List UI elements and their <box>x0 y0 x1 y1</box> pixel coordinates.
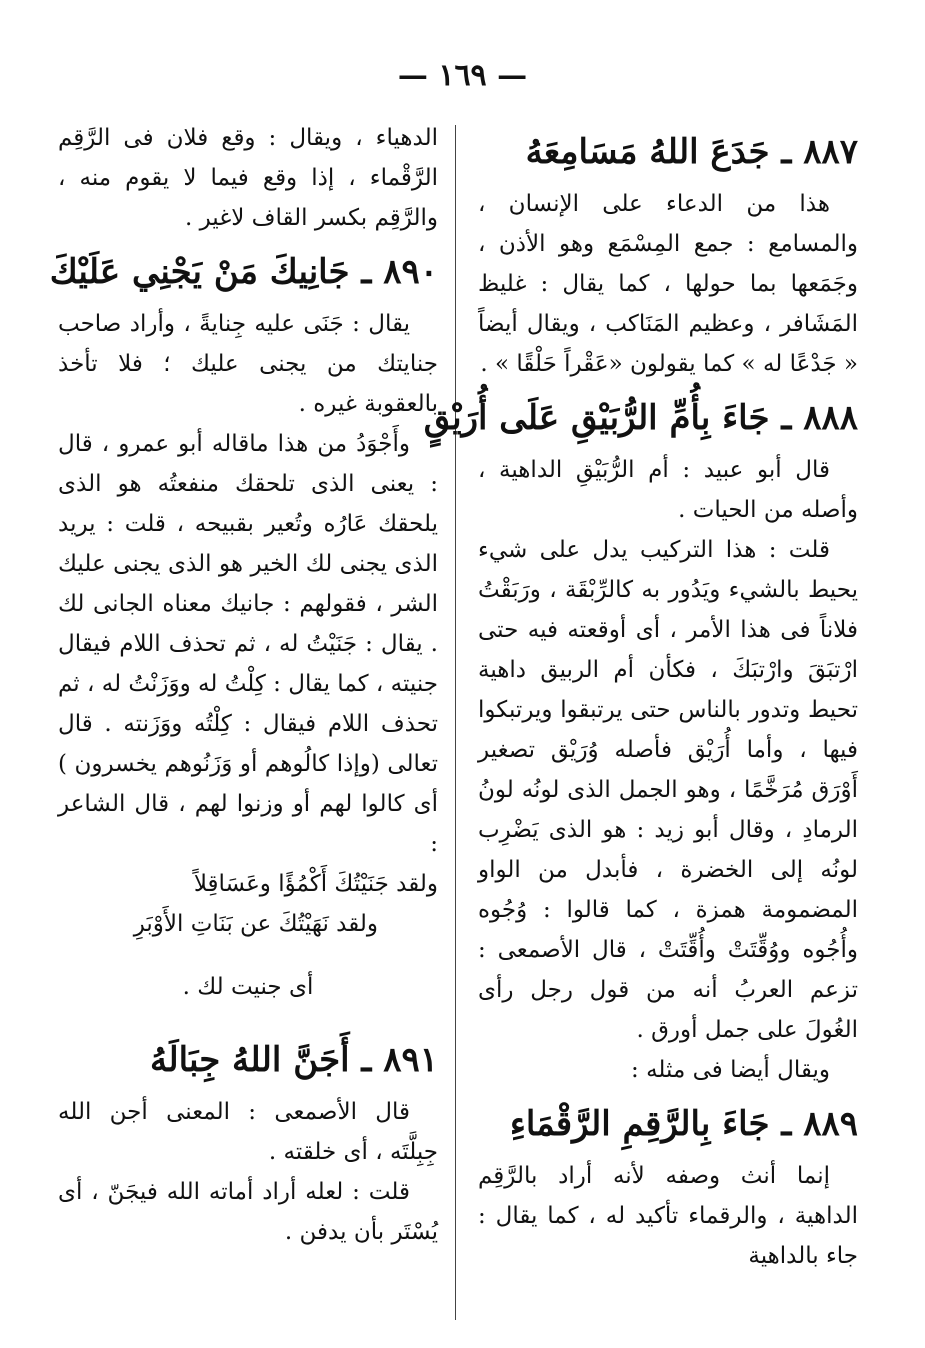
entry-891-dash: ـ <box>349 1040 372 1080</box>
entry-889-continuation: الدهياء ، ويقال : وقع فلان فى الرَّقِم الرَّقْماء ، إذا وقع فيما لا يقوم منه ، والرَّقِم بكسر القاف لاغير . <box>58 125 438 231</box>
entry-887-title: جَدَعَ اللهُ مَسَامِعَهُ <box>525 132 770 172</box>
entry-889-title: جَاءَ بِالرَّقِمِ الرَّقْمَاءِ <box>509 1104 770 1144</box>
verse-line-2: ولقد نَهَيْتُكَ عن بَنَاتِ الأَوْبَرِ <box>133 911 378 937</box>
entry-888-dash: ـ <box>769 398 792 438</box>
entry-891-heading <box>58 1030 438 1090</box>
entry-891-paragraph-1: قال الأصمعى : المعنى أجن الله جِبِلَّتَه ، أى خلقته . <box>58 1099 438 1165</box>
entry-890-paragraph-2: وأَجْوَدُ من هذا ماقاله أبو عمرو ، قال : يعنى الذى تلحقك منفعتُه هو الذى يلحقك عَارُه وتُعير بقبيحه ، قلت : يريد الذى يجنى لك الخير هو الذى يجنى عليك الشر ، فقولهم : جانيك معناه الجانى لك . يقال : جَنَيْتُ له ، ثم تحذف اللام فيقال جنيته ، كما يقال : كِلْتُ له ووَزَنْتُ له ، ثم تحذف اللام فيقال : كِلْتُه ووَزَنته . قال تعالى (وإذا كالُوهم أو وَزَنُوهم يخسرون ) أى كالوا لهم أو وزنوا لهم ، قال الشاعر : <box>58 431 438 857</box>
entry-888-heading <box>423 388 858 448</box>
entry-890-after-verse: أى جنيت لك . <box>182 974 314 1000</box>
entry-889-dash: ـ <box>769 1104 792 1144</box>
entry-887-number: ٨٨٧ <box>803 132 858 172</box>
entry-891-paragraph-2: قلت : لعله أراد أماته الله فيجَنّ ، أى يُسْتَر بأن يدفن . <box>58 1179 438 1245</box>
right-column <box>423 118 858 1276</box>
entry-889-paragraph: إنما أنث وصفه لأنه أراد بالرَّقِم الداهية ، والرقماء تأكيد له ، كما يقال : جاء بالداهية <box>478 1163 858 1269</box>
entry-890-number: ٨٩٠ <box>383 252 438 292</box>
entry-888-title: جَاءَ بِأُمِّ الرُّبَيْقِ عَلَى أُرَيْقٍ <box>423 398 770 438</box>
entry-890-dash: ـ <box>349 252 372 292</box>
entry-890-title: جَانِيكَ مَنْ يَجْنِي عَلَيْكَ <box>49 252 350 292</box>
entry-889-heading <box>478 1094 858 1154</box>
entry-888-number: ٨٨٨ <box>803 398 858 438</box>
entry-890-paragraph-1: يقال : جَنَى عليه جِنايةً ، وأراد صاحب جنايتك من يجنى عليك ؛ فلا تأخذ بالعقوبة غيره . <box>58 311 438 417</box>
entry-887-paragraph: هذا من الدعاء على الإنسان ، والمسامع : جمع المِسْمَع وهو الأذن ، وجَمَعها بما حولها ، كما يقال : غليظ المَشَافر ، وعظيم المَنَاكب ، ويقال أيضاً « جَدْعًا له » كما يقولون «عَقْراً حَلْقًا » . <box>478 191 858 377</box>
entry-888-paragraph-2: قلت : هذا التركيب يدل على شيء يحيط بالشيء ويَدُور به كالرِّبْقَة ، ورَبَقْتُ فلاناً فى هذا الأمر ، أى أوقعته فيه حتى ارْتبَقَ وارْتبَكَ ، فكأن أم الربيق داهية تحيط وتدور بالناس حتى يرتبقوا ويرتبكوا فيها ، وأما أُرَيْق فأصله وُرَيْق تصغير أَوْرَق مُرَخَّمًا ، وهو الجمل الذى لونُه لونُ الرمادِ ، وقال أبو زيد : هو الذى يَضْرِب لونُه إلى الخضرة ، فأبدل من الواو المضمومة همزة ، كما قالوا : وُجُوه وأُجُوه ووُقِّتَتْ وأُقِّتَتْ ، قال الأصمعى : تزعم العربُ أنه من قول رجل رأى الغُولَ على جمل أورق . <box>478 537 858 1043</box>
entry-889-number: ٨٨٩ <box>803 1104 858 1144</box>
left-column <box>49 118 438 1252</box>
entry-888-paragraph-1: قال أبو عبيد : أم الرُّبَيْقِ الداهية ، وأصله من الحيات . <box>478 457 858 523</box>
entry-890-heading <box>49 242 438 302</box>
verse-line-1: ولقد جَنَيْتُكَ أَكْمُؤًا وعَسَاقِلاً <box>193 871 438 897</box>
entry-887-heading <box>478 122 858 182</box>
column-divider <box>455 125 456 1320</box>
entry-888-paragraph-3: ويقال أيضا فى مثله : <box>631 1057 830 1083</box>
entry-891-title: أَجَنَّ اللهُ جِبَالَهُ <box>150 1040 350 1080</box>
page-number: — ١٦٩ — <box>397 58 528 93</box>
entry-891-number: ٨٩١ <box>383 1040 438 1080</box>
entry-887-dash: ـ <box>769 132 792 172</box>
